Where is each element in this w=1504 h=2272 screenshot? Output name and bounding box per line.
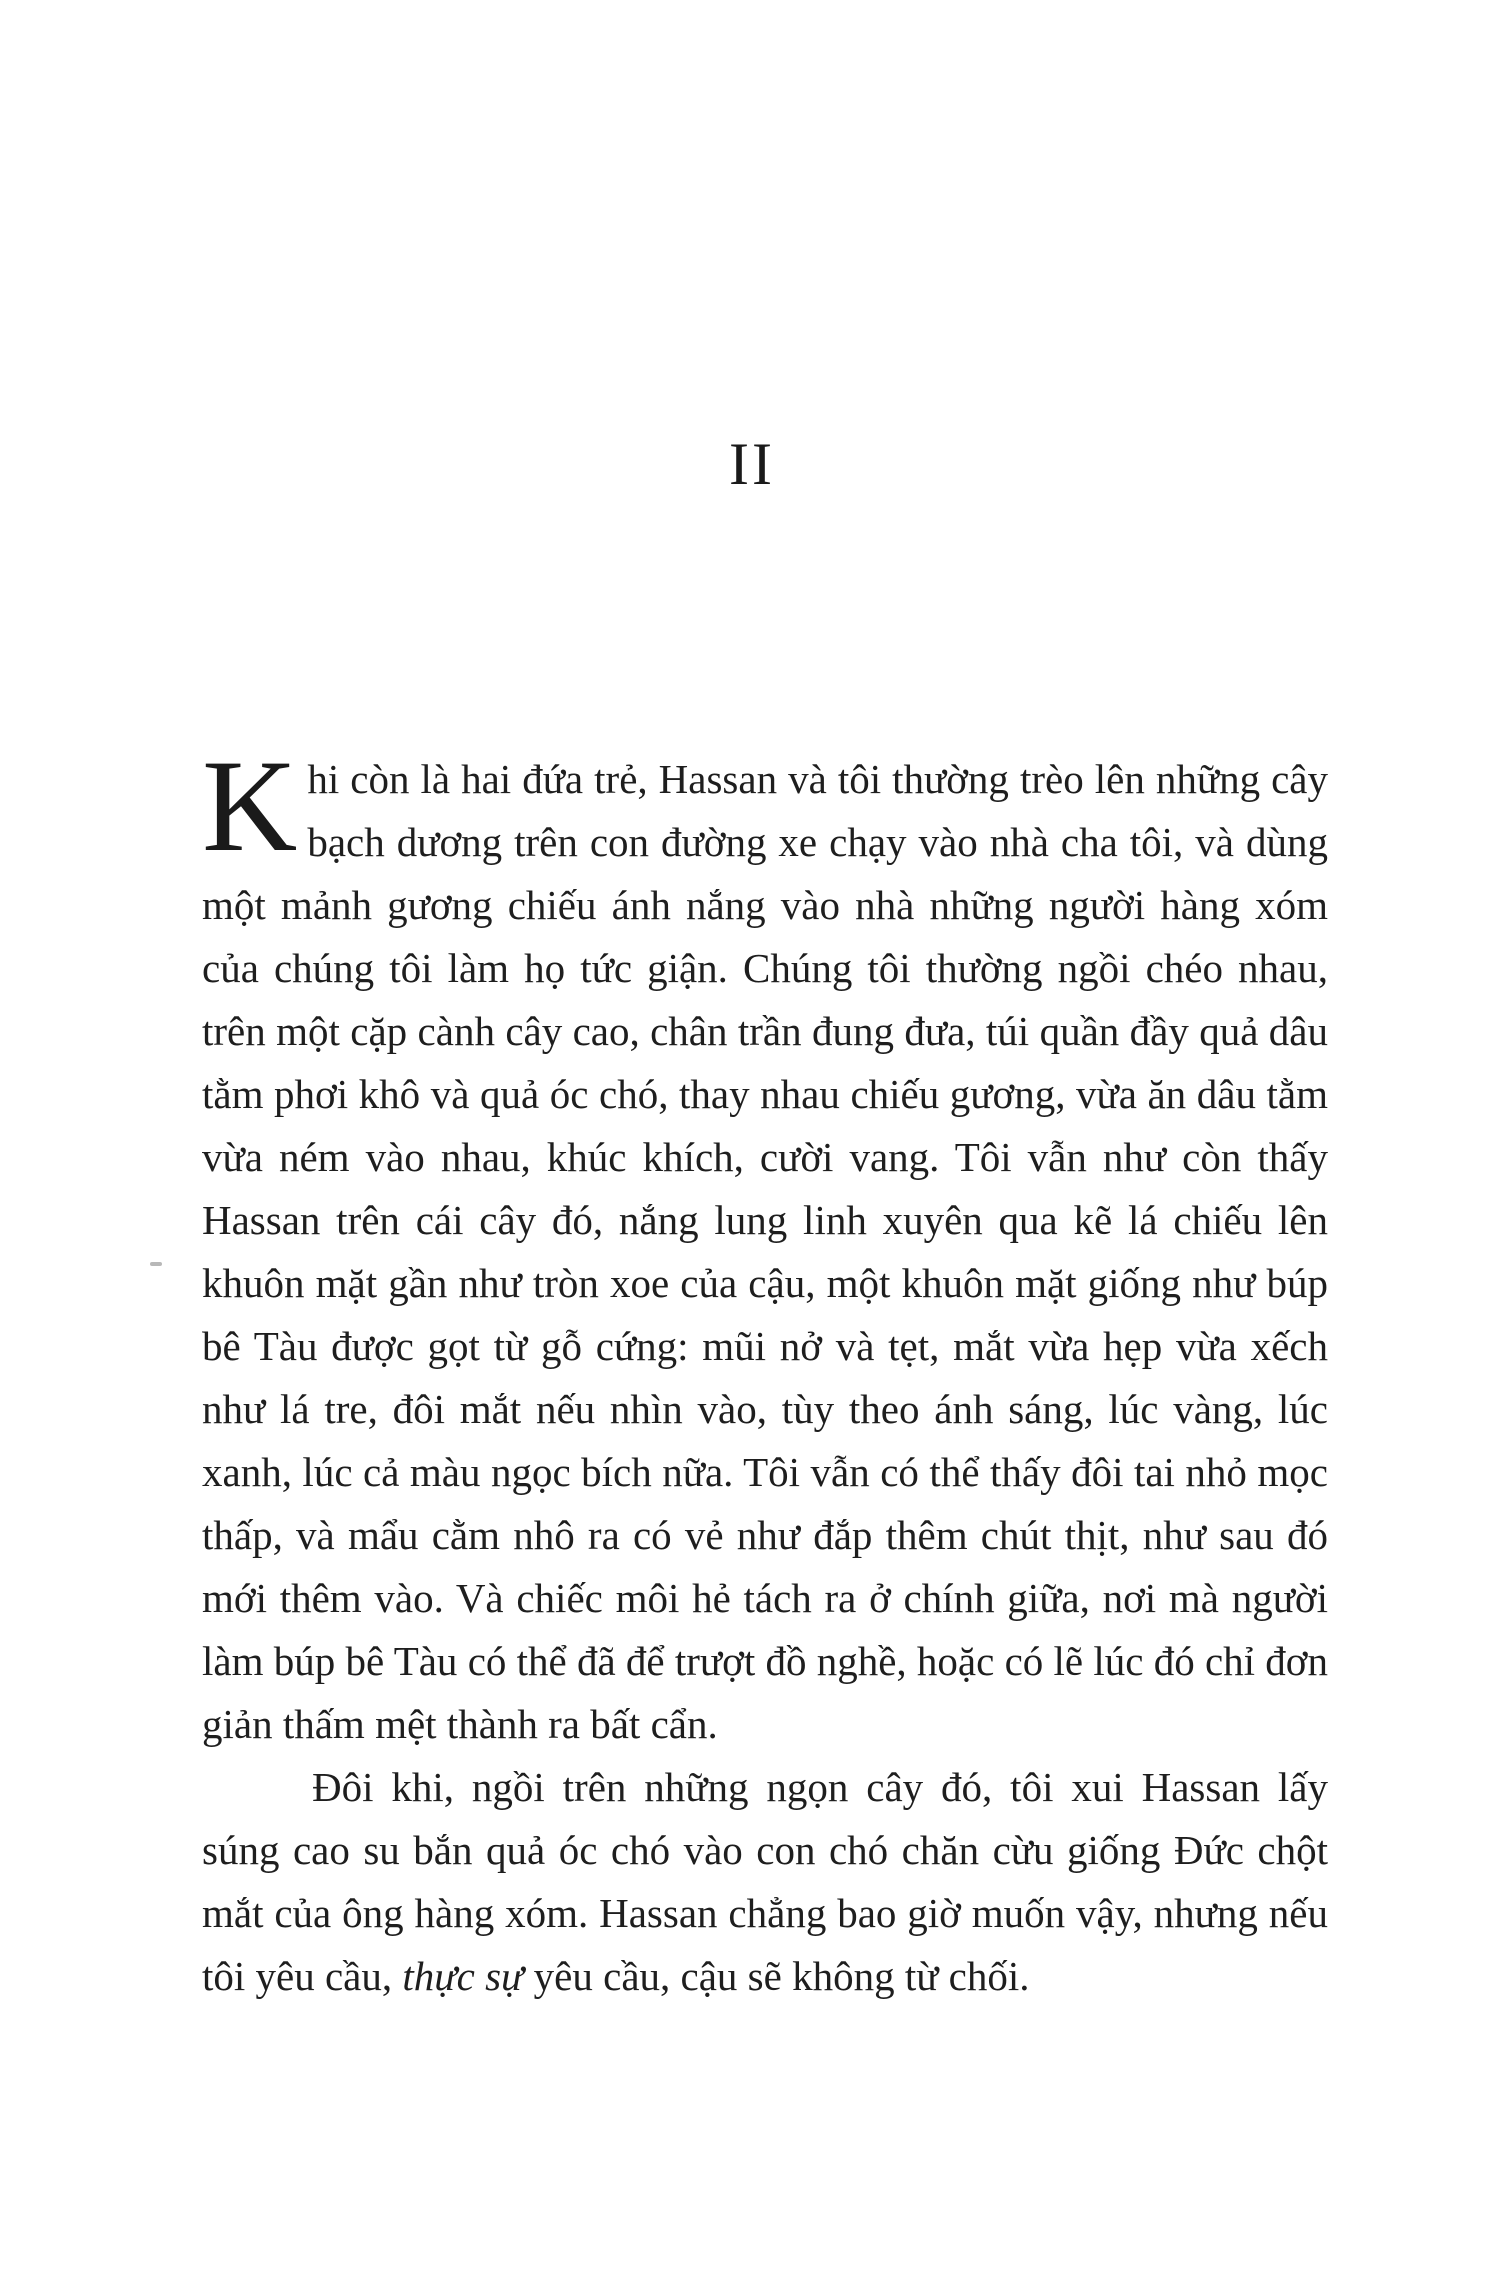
- paragraph-text: yêu cầu, cậu sẽ không từ chối.: [523, 1953, 1030, 1999]
- text-block: [202, 732, 1328, 2008]
- paragraph: [202, 1756, 1328, 2008]
- paragraph-text-italic: thực sự: [402, 1953, 524, 1999]
- paragraph-text: hi còn là hai đứa trẻ, Hassan và tôi thường trèo lên những cây bạch dương trên con đường xe chạy vào nhà cha tôi, và dùng một mảnh gương chiếu ánh nắng vào nhà những người hàng xóm của chúng tôi làm họ tức giận. Chúng tôi thường ngồi chéo nhau, trên một cặp cành cây cao, chân trần đung đưa, túi quần đầy quả dâu tằm phơi khô và quả óc chó, thay nhau chiếu gương, vừa ăn dâu tằm vừa ném vào nhau, khúc khích, cười vang. Tôi vẫn như còn thấy Hassan trên cái cây đó, nắng lung linh xuyên qua kẽ lá chiếu lên khuôn mặt gần như tròn xoe của cậu, một khuôn mặt giống như búp bê Tàu được gọt từ gỗ cứng: mũi nở và tẹt, mắt vừa hẹp vừa xếch như lá tre, đôi mắt nếu nhìn vào, tùy theo ánh sáng, lúc vàng, lúc xanh, lúc cả màu ngọc bích nữa. Tôi vẫn có thể thấy đôi tai nhỏ mọc thấp, và mẩu cằm nhô ra có vẻ như đắp thêm chút thịt, như sau đó mới thêm vào. Và chiếc môi hẻ tách ra ở chính giữa, nơi mà người làm búp bê Tàu có thể đã để trượt đồ nghề, hoặc có lẽ lúc đó chỉ đơn giản thấm mệt thành ra bất cẩn.: [202, 756, 1328, 1747]
- drop-cap: K: [202, 732, 298, 879]
- paragraph-text: Đôi khi, ngồi trên những ngọn cây đó, tôi xui Hassan lấy súng cao su bắn quả óc chó vào con chó chăn cừu giống Đức chột mắt của ông hàng xóm. Hassan chẳng bao giờ muốn vậy, nhưng nếu tôi yêu cầu,: [202, 1764, 1328, 1999]
- scan-artifact-mark: [150, 1262, 162, 1266]
- paragraph: [202, 732, 1328, 1756]
- chapter-heading: II: [729, 431, 775, 497]
